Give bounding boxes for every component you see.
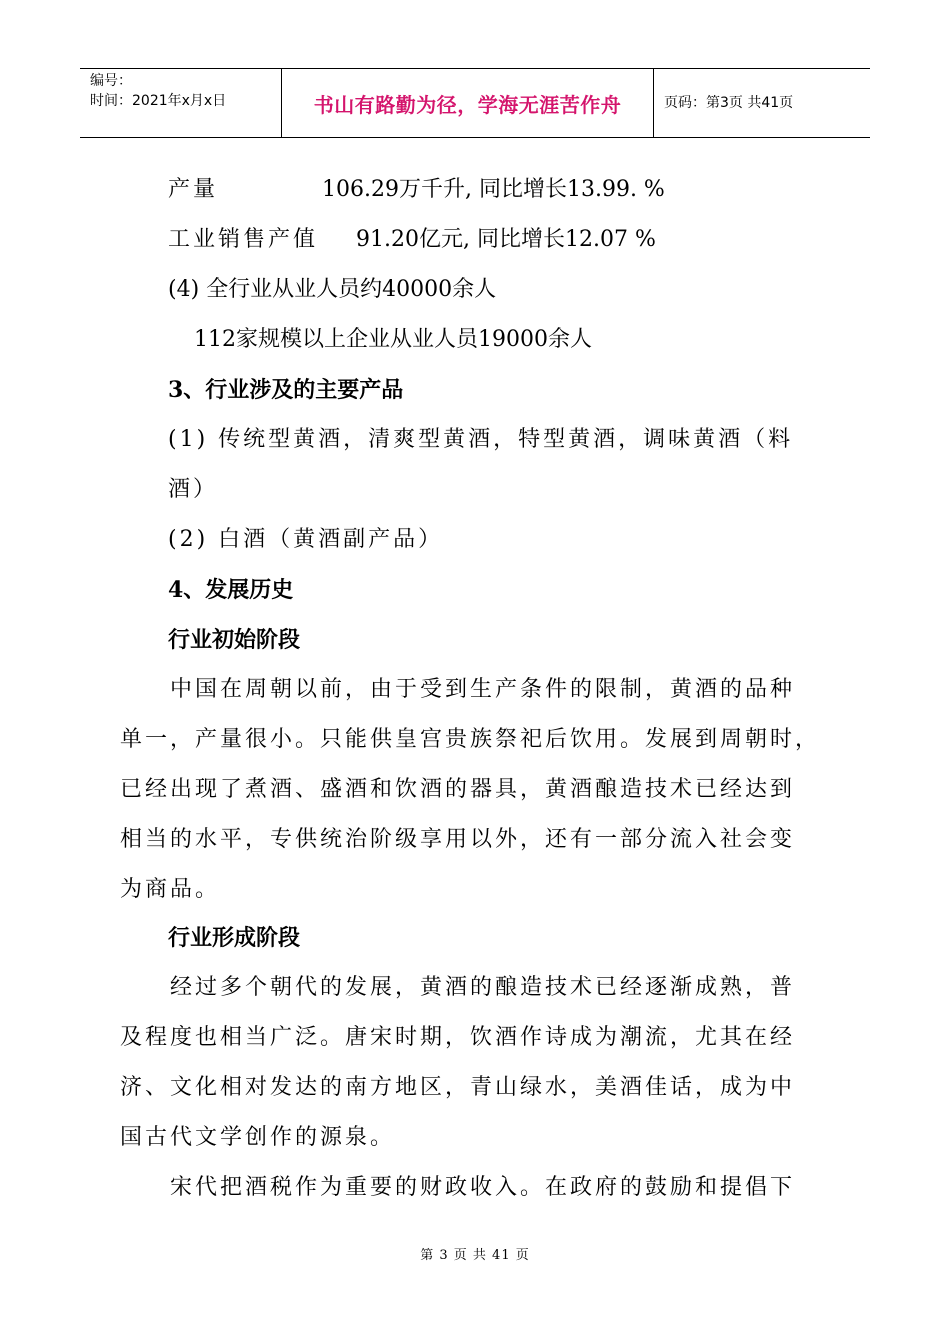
stage-1-paragraph-line: 中国在周朝以前，由于受到生产条件的限制，黄酒的品种 [170, 677, 796, 702]
motto-text: 书山有路勤为径，学海无涯苦作舟 [313, 92, 622, 117]
stage-1-paragraph-line: 已经出现了煮酒、盛酒和饮酒的器具，黄酒酿造技术已经达到 [120, 777, 796, 802]
stage-2-title: 行业形成阶段 [168, 925, 301, 951]
stage-2-paragraph-line: 经过多个朝代的发展，黄酒的酿造技术已经逐渐成熟，普 [170, 975, 796, 1000]
employee-count-sub: 112家规模以上企业从业人员19000余人 [194, 327, 592, 352]
header-page-cell [654, 69, 870, 137]
product-line-2: (2) 白酒（黄酒副产品） [168, 527, 444, 552]
product-line-1: (1) 传统型黄酒，清爽型黄酒，特型黄酒，调味黄酒（料 [168, 427, 794, 452]
sales-value: 91.20亿元, 同比增长12.07 % [356, 227, 656, 252]
header-info-cell [80, 69, 282, 137]
section-3-heading: 3、行业涉及的主要产品 [168, 377, 404, 403]
time-label: 时间：2021年x月x日 [90, 93, 227, 109]
stage-2-paragraph-line: 国古代文学创作的源泉。 [120, 1125, 396, 1150]
stage-1-paragraph-line: 单一，产量很小。只能供皇宫贵族祭祀后饮用。发展到周朝时， [120, 727, 821, 752]
page-code: 页码：第3页 共41页 [664, 95, 794, 111]
stage-1-paragraph-line: 为商品。 [120, 877, 221, 902]
employee-count: (4) 全行业从业人员约40000余人 [168, 277, 497, 302]
stage-2-paragraph-line: 及程度也相当广泛。唐宋时期，饮酒作诗成为潮流，尤其在经 [120, 1025, 796, 1050]
page-header [80, 68, 870, 138]
sales-label: 工业销售产值 [168, 227, 319, 252]
header-motto-cell [282, 69, 654, 137]
stage-2-paragraph-line: 济、文化相对发达的南方地区，青山绿水，美酒佳话，成为中 [120, 1075, 796, 1100]
output-value: 106.29万千升, 同比增长13.99. % [322, 177, 665, 202]
serial-label: 编号： [90, 73, 132, 89]
section-4-heading: 4、发展历史 [168, 577, 294, 603]
output-label: 产量 [168, 177, 219, 202]
stage-1-paragraph-line: 相当的水平，专供统治阶级享用以外，还有一部分流入社会变 [120, 827, 796, 852]
page-footer: 第 3 页 共 41 页 [420, 1248, 530, 1263]
product-line-1-cont: 酒） [168, 477, 219, 502]
stage-1-title: 行业初始阶段 [168, 627, 301, 653]
stage-2-paragraph-line: 宋代把酒税作为重要的财政收入。在政府的鼓励和提倡下 [170, 1175, 796, 1200]
